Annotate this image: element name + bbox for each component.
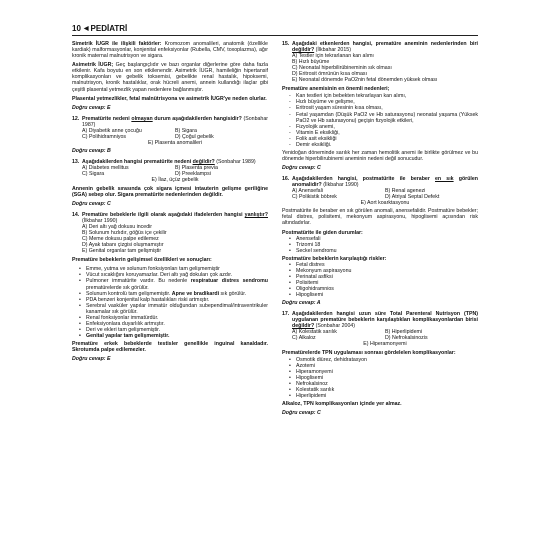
question-14 bbox=[72, 212, 268, 254]
question-15 bbox=[282, 41, 478, 83]
list-item: • Hiperamonyemi bbox=[296, 369, 478, 375]
question-16 bbox=[282, 176, 478, 206]
list-item: • Osmotik diürez, dehidratasyon bbox=[296, 357, 478, 363]
question-13 bbox=[72, 159, 268, 183]
list-item: • Vücut sıcaklığını koruyamazlar. Deri altı yağ dokuları çok azdır. bbox=[86, 272, 268, 278]
question-source: (Sonbahar 1987) bbox=[82, 116, 269, 129]
question-number: 16. bbox=[282, 176, 290, 183]
explanation: Postmatürite ile beraber en sık görülen anomali, anensefalidir. Postmatüre bebekler; fetal distres, polisitemi, mekonyum aspirasyonu, hipoglisemi açısından risk altındadırlar. bbox=[282, 208, 478, 227]
paragraph-plasental: Plasental yetmezlikler, fetal malnütrisyona ve asimetrik İUGR'ye neden olurlar. bbox=[72, 95, 267, 102]
list-item: • Pulmoner immatürite vardır. Bu nedenle respiratuar distres sendromu prematürelerde sık görülür. bbox=[86, 278, 268, 290]
option-b: B) Sigara bbox=[175, 128, 197, 135]
question-stem-end: durum aşağıdakilerden hangisidir? bbox=[152, 116, 242, 123]
question-stem: Aşağıdakilerden hangisi prematürite nedeni bbox=[82, 159, 193, 166]
page-number: 10 bbox=[72, 24, 81, 33]
list-item: • Azotemi bbox=[296, 363, 478, 369]
list-item: - Fetal yaşamdan (Düşük PaO2 ve Hb saturasyonu) neonatal yaşama (Yüksek PaO2 ve Hb saturasyonu) geçişin fizyolojik etkileri, bbox=[296, 112, 478, 124]
option-c: C) Polikistik böbrek bbox=[292, 194, 337, 201]
question-text bbox=[292, 176, 478, 188]
closing-note: Prematüre erkek bebeklerde testisler genellikle inguinal kanaldadır. Skrotumda palpe edilemezler. bbox=[72, 340, 268, 353]
list-item: • Emme, yutma ve solunum fonksiyonları tam gelişmemiştir bbox=[86, 266, 268, 272]
option-a: A) Diabetes mellitus bbox=[82, 165, 129, 172]
list-item: - Demir eksikliği. bbox=[296, 142, 478, 148]
explanation: Annenin gebelik sırasında çok sigara içmesi intauterin gelişme geriliğine (SGA) sebep olur. Sigara prematürite nedenlerinden değildir. bbox=[72, 185, 268, 198]
question-text bbox=[292, 41, 478, 53]
list-item: • Oligohidramnios bbox=[296, 286, 478, 292]
option-b: B) Hiperlipidemi bbox=[385, 329, 423, 336]
list-item: - Eritrosit yaşam süresinin kısa olması, bbox=[296, 105, 478, 111]
question-text bbox=[82, 212, 268, 224]
question-number: 15. bbox=[282, 41, 290, 47]
question-number: 14. bbox=[72, 211, 80, 218]
page-header bbox=[72, 24, 127, 33]
question-source: (İlkbahar 1990) bbox=[321, 182, 359, 189]
question-stem-end: görülen anomalidir? bbox=[292, 176, 478, 189]
list-item: • Deri ve ekleri tam gelişmemiştir. bbox=[86, 327, 268, 333]
question-source: (Sonbahar 1989) bbox=[214, 159, 256, 166]
question-number: 12. bbox=[72, 116, 80, 123]
list-item: • PDA benzeri konjenital kalp hastalıkları riski artmıştır. bbox=[86, 297, 268, 303]
list-title: Postmatüre bebeklerin karşılaştığı riskler: bbox=[282, 255, 387, 262]
list-item: • Serebral vasküler yapılar immatür olduğundan subependimal/intraventrikuler kanamalar sık görülür. bbox=[86, 303, 268, 315]
option-c: C) Polihidramniyos bbox=[82, 134, 127, 141]
question-text bbox=[292, 311, 478, 329]
question-source: (İlkbahar 2015) bbox=[314, 47, 351, 54]
bullet-list bbox=[282, 236, 478, 254]
question-stem: Aşağıdaki etkenlerden hangisi, prematüre aneminin nedenlerinden biri bbox=[292, 41, 478, 47]
bullet-list bbox=[72, 266, 268, 339]
question-stem: Prematüre bebeklerle ilgili olarak aşağıdaki ifadelerden hangisi bbox=[82, 211, 245, 218]
list-item: • Nefrokalsinoz bbox=[296, 381, 478, 387]
option-b: B) Solunum hızlıdır, göğüs içe çekilir bbox=[82, 229, 167, 236]
option-d: D) Eritrosit ömrünün kısa olması bbox=[292, 71, 367, 78]
section-title: PEDİATRİ bbox=[90, 24, 128, 33]
list-item: • Mekonyum aspirasyonu bbox=[296, 268, 478, 274]
question-keyword: en sık bbox=[435, 176, 454, 183]
option-e: E) Neonatal dönemde PaO2nin fetal dönemden yüksek olması bbox=[292, 77, 438, 84]
header-rule bbox=[72, 35, 478, 36]
option-b: B) Renal agenezi bbox=[385, 188, 426, 195]
triangle-left-icon: ◀ bbox=[83, 26, 89, 32]
list-item: • Hiperlipidemi bbox=[296, 393, 478, 399]
option-d: D) Nefrokalsinozis bbox=[385, 335, 428, 342]
question-keyword: değildir? bbox=[192, 159, 215, 166]
paragraph-lead: Asimetrik İUGR; bbox=[72, 62, 114, 69]
list-item: - Folik asit eksikliği bbox=[296, 136, 478, 142]
option-d: D) Ayak tabanı çizgisi oluşmamıştır bbox=[82, 242, 164, 249]
question-stem: Aşağıdakilerden hangisi, postmatürite ile beraber bbox=[292, 176, 436, 183]
option-e: E) Genital organlar tam gelişmiştir bbox=[82, 248, 162, 255]
list-item: • Renal fonksiyonlar immatürdür. bbox=[86, 315, 268, 321]
question-keyword: değildir? bbox=[292, 323, 315, 330]
left-column bbox=[72, 41, 268, 367]
answer: Doğru cevap: C bbox=[72, 200, 111, 207]
list-title: Prematürelerde TPN uygulaması sonrası gördelelen komplikasyonlar: bbox=[282, 349, 456, 356]
option-d: D) Preeklampsi bbox=[175, 171, 211, 178]
list-item: • Fetal distres bbox=[296, 262, 478, 268]
list-title: Prematüre bebeklerin gelişimsel özellikleri ve sonuçları: bbox=[72, 257, 212, 264]
list-item: • Perinatal asfiksi bbox=[296, 274, 478, 280]
list-item: • Genital yapılar tam gelişmemiştir. bbox=[86, 333, 268, 339]
question-text bbox=[82, 116, 268, 128]
dash-list bbox=[282, 93, 478, 147]
option-d: D) Atriyal Septal Defekt bbox=[385, 194, 440, 201]
paragraph-simetrik bbox=[72, 41, 268, 59]
option-c: C) Meme dokusu palpe edilemez bbox=[82, 236, 159, 243]
question-number: 17. bbox=[282, 311, 290, 318]
closing-note: Alkaloz, TPN komplikasyonları içinde yer almaz. bbox=[282, 400, 402, 407]
list-item: • Solunum kontrolü tam gelişmemiştir. Apne ve bradikardi sık görülür. bbox=[86, 291, 268, 297]
question-stem: Aşağıdakilerden hangisi uzun süre Total Parenteral Nutrisyon (TPN) uygulanan prematüre bebeklerin karşılaştıkları komplikasyonlardan birisi bbox=[292, 311, 478, 324]
list-item: • Hipoglisemi bbox=[296, 375, 478, 381]
answer: Doğru cevap: E bbox=[72, 104, 111, 111]
option-e: E) Aort koarktasyonu bbox=[360, 200, 410, 207]
paragraph-text: Kromozom anomalileri, anatomik (özellikle kardiak) malformasyonlar, konjenital enfeksiyonlar (Rubella, CMV, toxoplazma), ağır kronik maternal malnutrisyon ve sigara. bbox=[72, 41, 268, 60]
option-c: C) Neonatal hiperbilirübineminin sık olması bbox=[292, 65, 392, 72]
question-source: (İlkbahar 1990) bbox=[82, 217, 118, 224]
question-keyword: yanlıştır? bbox=[244, 211, 268, 218]
paragraph-asimetrik bbox=[72, 62, 268, 92]
question-12 bbox=[72, 116, 268, 146]
option-c: C) Alkaloz bbox=[292, 335, 316, 342]
option-a: A) Kolestatik sarılık bbox=[292, 329, 337, 336]
question-number: 13. bbox=[72, 159, 80, 166]
option-c: C) Sigara bbox=[82, 171, 105, 178]
question-stem: Prematürite nedeni bbox=[82, 116, 132, 123]
list-item: • Hipoglisemi bbox=[296, 292, 478, 298]
list-title: Postmatürite ile giden durumlar: bbox=[282, 229, 363, 236]
list-item: • Polisitemi bbox=[296, 280, 478, 286]
bullet-list bbox=[282, 357, 478, 399]
option-b: B) Hızlı büyüme bbox=[292, 59, 330, 66]
list-item: • Anensefali bbox=[296, 236, 478, 242]
option-a: A) Testler için tekrarlanan kan alımı bbox=[292, 53, 374, 60]
paragraph-lead: Simetrik İUGR ile ilişkili faktörler: bbox=[72, 41, 162, 47]
right-column bbox=[282, 41, 478, 421]
list-item: • Kolestatik sarılık bbox=[296, 387, 478, 393]
question-17 bbox=[282, 311, 478, 347]
list-item: • Trizomi 18 bbox=[296, 242, 478, 248]
list-item: - Vitamin E eksikliği, bbox=[296, 130, 478, 136]
option-d: D) Çoğul gebelik bbox=[175, 134, 214, 141]
option-e: E) İlaz, üçüz gebelik bbox=[151, 177, 199, 184]
list-title: Prematüre anemisinin en önemli nedenleri; bbox=[282, 86, 390, 93]
option-a: A) Deri altı yağ dokusu incedir bbox=[82, 223, 153, 230]
answer: Doğru cevap: E bbox=[72, 356, 111, 363]
list-item: - Hızlı büyüme ve gelişme, bbox=[296, 99, 478, 105]
question-keyword: olmayan bbox=[131, 116, 153, 123]
question-source: (Sonbahar 2004) bbox=[314, 323, 356, 330]
option-b: B) Plasenta previa bbox=[175, 165, 218, 172]
answer: Doğru cevap: C bbox=[282, 165, 321, 172]
bullet-list bbox=[282, 262, 478, 298]
list-item: - Kan testleri için bebekten tekrarlayan kan alımı, bbox=[296, 93, 478, 99]
question-keyword: değildir? bbox=[292, 47, 315, 54]
paragraph-text: Geç başlangıçlıdır ve bazı organlar diğerlerine göre daha fazla etkilenir. Kafa boyutu en son etkilenendir. Asimetrik İUGR, hamileliğin hipertansif komplikasyonları ve gebelik toksemisi, gebelikte renal hastalık, hipoksemi, malnutrisyon, kronik hastalıklar, orak hücreli anemi, annein kullandığı ilaçlar gibi çeşitli plasental yetmezlik yapan nedenlere bağlanmıştır. bbox=[72, 62, 268, 93]
list-item: • Enfeksiyonlara duyarlılık artmıştır. bbox=[86, 321, 268, 327]
answer: Doğru cevap: C bbox=[282, 410, 321, 417]
option-a: A) Anensefali bbox=[292, 188, 323, 195]
list-item: - Fizyolojik anemi, bbox=[296, 124, 478, 130]
list-item: • Seckel sendromu bbox=[296, 248, 478, 254]
note: Yenidoğan döneminde sarılık her zaman hemolitik anemi ile birlikte görülmez ve bu dönemde hiperbilirubinemi aneminin nedeni değil sonucudur. bbox=[282, 149, 478, 162]
answer: Doğru cevap: B bbox=[72, 148, 111, 155]
option-a: A) Diyabetik anne çocuğu bbox=[82, 128, 142, 135]
option-e: E) Plasenta anomalileri bbox=[148, 140, 202, 147]
answer: Doğru cevap: A bbox=[282, 300, 321, 307]
option-e: E) Hiperamonyemi bbox=[363, 341, 407, 348]
